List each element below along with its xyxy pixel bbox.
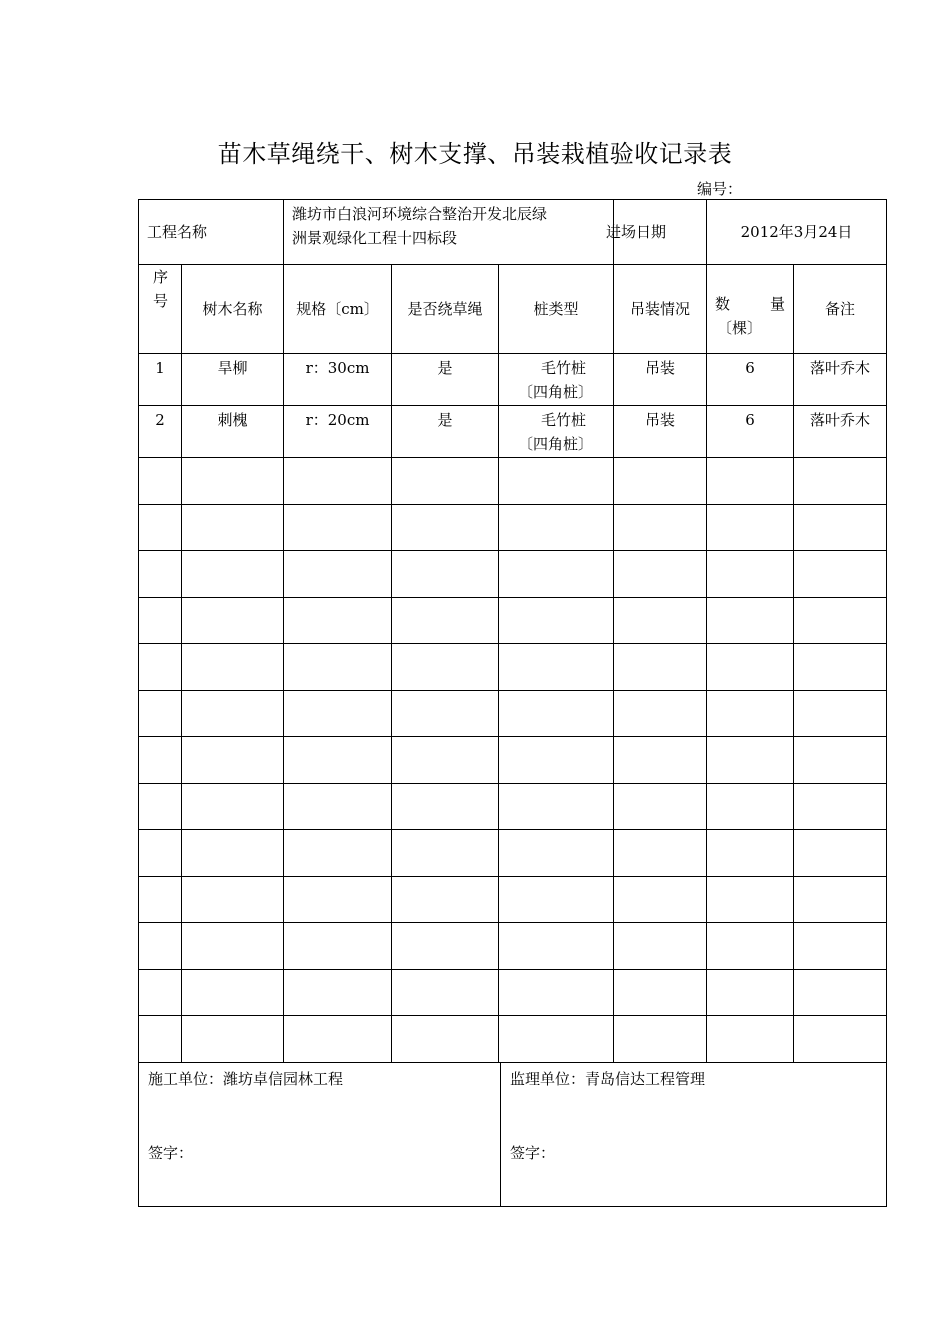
table-row bbox=[139, 354, 887, 406]
cell-remarks[interactable] bbox=[794, 644, 887, 691]
cell-stake-type bbox=[499, 406, 614, 458]
cell-spec: r：20cm bbox=[284, 406, 392, 458]
cell-tree-name[interactable] bbox=[182, 923, 284, 970]
project-name-label: 工程名称 bbox=[139, 200, 284, 265]
supervision-signature-field[interactable]: 签字： bbox=[510, 1143, 556, 1162]
supervision-unit-section bbox=[501, 1063, 886, 1206]
cell-straw-wrap[interactable] bbox=[392, 783, 499, 830]
cell-straw-wrap[interactable] bbox=[392, 969, 499, 1016]
cell-hoisting[interactable] bbox=[614, 690, 707, 737]
cell-quantity[interactable] bbox=[707, 969, 794, 1016]
column-header-row bbox=[139, 265, 887, 354]
cell-straw-wrap[interactable] bbox=[392, 690, 499, 737]
cell-spec[interactable] bbox=[284, 737, 392, 784]
cell-quantity[interactable] bbox=[707, 923, 794, 970]
cell-quantity[interactable] bbox=[707, 783, 794, 830]
cell-hoisting[interactable] bbox=[614, 830, 707, 877]
cell-spec[interactable] bbox=[284, 876, 392, 923]
stake-type-line1: 毛竹桩 bbox=[541, 359, 587, 377]
cell-seq[interactable] bbox=[139, 737, 182, 784]
cell-remarks[interactable] bbox=[794, 551, 887, 598]
cell-spec[interactable] bbox=[284, 1016, 392, 1063]
cell-tree-name[interactable] bbox=[182, 458, 284, 505]
empty-table-row bbox=[139, 969, 887, 1016]
cell-remarks: 落叶乔木 bbox=[794, 354, 887, 406]
supervision-unit-label: 监理单位：青岛信达工程管理 bbox=[510, 1069, 706, 1088]
cell-tree-name[interactable] bbox=[182, 737, 284, 784]
cell-seq: 2 bbox=[139, 406, 182, 458]
cell-straw-wrap[interactable] bbox=[392, 644, 499, 691]
cell-remarks[interactable] bbox=[794, 737, 887, 784]
cell-quantity[interactable] bbox=[707, 690, 794, 737]
empty-table-row bbox=[139, 551, 887, 598]
cell-quantity[interactable] bbox=[707, 551, 794, 598]
cell-tree-name: 旱柳 bbox=[182, 354, 284, 406]
entry-date-value: 2012年3月24日 bbox=[707, 200, 887, 265]
cell-spec[interactable] bbox=[284, 504, 392, 551]
column-header-stake-type: 桩类型 bbox=[499, 265, 614, 354]
cell-tree-name[interactable] bbox=[182, 783, 284, 830]
cell-spec[interactable] bbox=[284, 644, 392, 691]
cell-tree-name[interactable] bbox=[182, 876, 284, 923]
cell-straw-wrap[interactable] bbox=[392, 923, 499, 970]
cell-remarks[interactable] bbox=[794, 923, 887, 970]
cell-stake-type[interactable] bbox=[499, 504, 614, 551]
cell-stake-type[interactable] bbox=[499, 783, 614, 830]
column-header-seq bbox=[139, 265, 182, 354]
cell-hoisting[interactable] bbox=[614, 737, 707, 784]
cell-spec[interactable] bbox=[284, 458, 392, 505]
cell-tree-name[interactable] bbox=[182, 1016, 284, 1063]
cell-tree-name[interactable] bbox=[182, 644, 284, 691]
cell-hoisting: 吊装 bbox=[614, 354, 707, 406]
empty-table-row bbox=[139, 1016, 887, 1063]
column-header-spec: 规格〔cm〕 bbox=[284, 265, 392, 354]
cell-seq[interactable] bbox=[139, 783, 182, 830]
cell-hoisting[interactable] bbox=[614, 876, 707, 923]
construction-signature-field[interactable]: 签字： bbox=[148, 1143, 194, 1162]
entry-date-label-text: 进场日期 bbox=[606, 223, 667, 241]
empty-table-row bbox=[139, 923, 887, 970]
cell-hoisting[interactable] bbox=[614, 504, 707, 551]
cell-stake-type[interactable] bbox=[499, 1016, 614, 1063]
column-header-remarks: 备注 bbox=[794, 265, 887, 354]
cell-straw-wrap[interactable] bbox=[392, 737, 499, 784]
cell-remarks: 落叶乔木 bbox=[794, 406, 887, 458]
cell-stake-type bbox=[499, 354, 614, 406]
seq-header-line1: 序 bbox=[153, 268, 169, 286]
stake-type-line2: 〔四角桩〕 bbox=[518, 435, 594, 453]
cell-stake-type[interactable] bbox=[499, 690, 614, 737]
cell-spec[interactable] bbox=[284, 783, 392, 830]
project-name-line2: 洲景观绿化工程十四标段 bbox=[292, 229, 458, 247]
column-header-hoisting: 吊装情况 bbox=[614, 265, 707, 354]
project-name-line1: 潍坊市白浪河环境综合整治开发北辰绿 bbox=[292, 205, 548, 223]
cell-seq[interactable] bbox=[139, 969, 182, 1016]
cell-spec[interactable] bbox=[284, 830, 392, 877]
cell-seq[interactable] bbox=[139, 551, 182, 598]
cell-straw-wrap[interactable] bbox=[392, 830, 499, 877]
cell-quantity: 6 bbox=[707, 406, 794, 458]
entry-date-label bbox=[606, 200, 707, 265]
cell-stake-type[interactable] bbox=[499, 876, 614, 923]
cell-tree-name[interactable] bbox=[182, 504, 284, 551]
stake-type-line2: 〔四角桩〕 bbox=[518, 383, 594, 401]
cell-remarks[interactable] bbox=[794, 783, 887, 830]
cell-remarks[interactable] bbox=[794, 969, 887, 1016]
column-header-tree-name: 树木名称 bbox=[182, 265, 284, 354]
cell-spec[interactable] bbox=[284, 969, 392, 1016]
cell-seq[interactable] bbox=[139, 504, 182, 551]
qty-header-b: 量 bbox=[770, 295, 786, 313]
cell-spec[interactable] bbox=[284, 690, 392, 737]
cell-straw-wrap[interactable] bbox=[392, 504, 499, 551]
cell-remarks[interactable] bbox=[794, 830, 887, 877]
cell-seq[interactable] bbox=[139, 644, 182, 691]
cell-tree-name[interactable] bbox=[182, 830, 284, 877]
cell-straw-wrap[interactable] bbox=[392, 876, 499, 923]
cell-seq[interactable] bbox=[139, 458, 182, 505]
column-header-quantity bbox=[707, 265, 794, 354]
cell-hoisting[interactable] bbox=[614, 458, 707, 505]
cell-tree-name[interactable] bbox=[182, 597, 284, 644]
cell-hoisting[interactable] bbox=[614, 551, 707, 598]
cell-quantity: 6 bbox=[707, 354, 794, 406]
project-name-value bbox=[284, 200, 614, 265]
cell-straw-wrap: 是 bbox=[392, 406, 499, 458]
cell-straw-wrap[interactable] bbox=[392, 597, 499, 644]
cell-quantity[interactable] bbox=[707, 597, 794, 644]
cell-stake-type[interactable] bbox=[499, 737, 614, 784]
cell-remarks[interactable] bbox=[794, 597, 887, 644]
cell-tree-name[interactable] bbox=[182, 551, 284, 598]
document-number-label: 编号： bbox=[697, 180, 743, 198]
cell-seq[interactable] bbox=[139, 830, 182, 877]
cell-spec[interactable] bbox=[284, 597, 392, 644]
signature-row bbox=[139, 1062, 887, 1206]
cell-seq[interactable] bbox=[139, 690, 182, 737]
cell-remarks[interactable] bbox=[794, 504, 887, 551]
cell-quantity[interactable] bbox=[707, 458, 794, 505]
cell-remarks[interactable] bbox=[794, 1016, 887, 1063]
qty-header-a: 数 bbox=[715, 295, 731, 313]
page-title: 苗木草绳绕干、树木支撑、吊装栽植验收记录表 bbox=[217, 140, 733, 168]
cell-straw-wrap[interactable] bbox=[392, 551, 499, 598]
empty-table-row bbox=[139, 876, 887, 923]
cell-spec: r：30cm bbox=[284, 354, 392, 406]
acceptance-record-table bbox=[138, 199, 887, 1207]
cell-hoisting: 吊装 bbox=[614, 406, 707, 458]
qty-header-unit: 〔棵〕 bbox=[717, 319, 763, 337]
cell-hoisting[interactable] bbox=[614, 1016, 707, 1063]
cell-stake-type[interactable] bbox=[499, 458, 614, 505]
empty-table-row bbox=[139, 458, 887, 505]
cell-remarks[interactable] bbox=[794, 458, 887, 505]
column-header-straw-wrap: 是否绕草绳 bbox=[392, 265, 499, 354]
cell-straw-wrap[interactable] bbox=[392, 1016, 499, 1063]
cell-hoisting[interactable] bbox=[614, 597, 707, 644]
seq-header-line2: 号 bbox=[153, 292, 169, 310]
cell-seq[interactable] bbox=[139, 876, 182, 923]
cell-spec[interactable] bbox=[284, 551, 392, 598]
signature-cell bbox=[139, 1062, 887, 1206]
construction-unit-section bbox=[139, 1063, 501, 1206]
cell-remarks[interactable] bbox=[794, 876, 887, 923]
construction-unit-label: 施工单位：潍坊卓信园林工程 bbox=[148, 1069, 344, 1088]
cell-seq: 1 bbox=[139, 354, 182, 406]
cell-hoisting[interactable] bbox=[614, 969, 707, 1016]
cell-quantity[interactable] bbox=[707, 1016, 794, 1063]
empty-table-row bbox=[139, 644, 887, 691]
cell-quantity[interactable] bbox=[707, 644, 794, 691]
cell-tree-name: 刺槐 bbox=[182, 406, 284, 458]
cell-quantity[interactable] bbox=[707, 504, 794, 551]
empty-table-row bbox=[139, 597, 887, 644]
cell-hoisting[interactable] bbox=[614, 783, 707, 830]
cell-hoisting[interactable] bbox=[614, 923, 707, 970]
cell-stake-type[interactable] bbox=[499, 551, 614, 598]
cell-straw-wrap: 是 bbox=[392, 354, 499, 406]
cell-tree-name[interactable] bbox=[182, 690, 284, 737]
cell-quantity[interactable] bbox=[707, 737, 794, 784]
cell-stake-type[interactable] bbox=[499, 830, 614, 877]
empty-table-row bbox=[139, 783, 887, 830]
cell-seq[interactable] bbox=[139, 1016, 182, 1063]
cell-stake-type[interactable] bbox=[499, 597, 614, 644]
table-row bbox=[139, 406, 887, 458]
project-header-row bbox=[139, 200, 887, 265]
cell-spec[interactable] bbox=[284, 923, 392, 970]
cell-quantity[interactable] bbox=[707, 876, 794, 923]
cell-stake-type[interactable] bbox=[499, 969, 614, 1016]
cell-tree-name[interactable] bbox=[182, 969, 284, 1016]
cell-stake-type[interactable] bbox=[499, 923, 614, 970]
cell-seq[interactable] bbox=[139, 597, 182, 644]
cell-stake-type[interactable] bbox=[499, 644, 614, 691]
cell-quantity[interactable] bbox=[707, 830, 794, 877]
cell-remarks[interactable] bbox=[794, 690, 887, 737]
cell-straw-wrap[interactable] bbox=[392, 458, 499, 505]
cell-hoisting[interactable] bbox=[614, 644, 707, 691]
empty-table-row bbox=[139, 690, 887, 737]
empty-table-row bbox=[139, 830, 887, 877]
empty-table-row bbox=[139, 504, 887, 551]
cell-seq[interactable] bbox=[139, 923, 182, 970]
stake-type-line1: 毛竹桩 bbox=[541, 411, 587, 429]
empty-table-row bbox=[139, 737, 887, 784]
